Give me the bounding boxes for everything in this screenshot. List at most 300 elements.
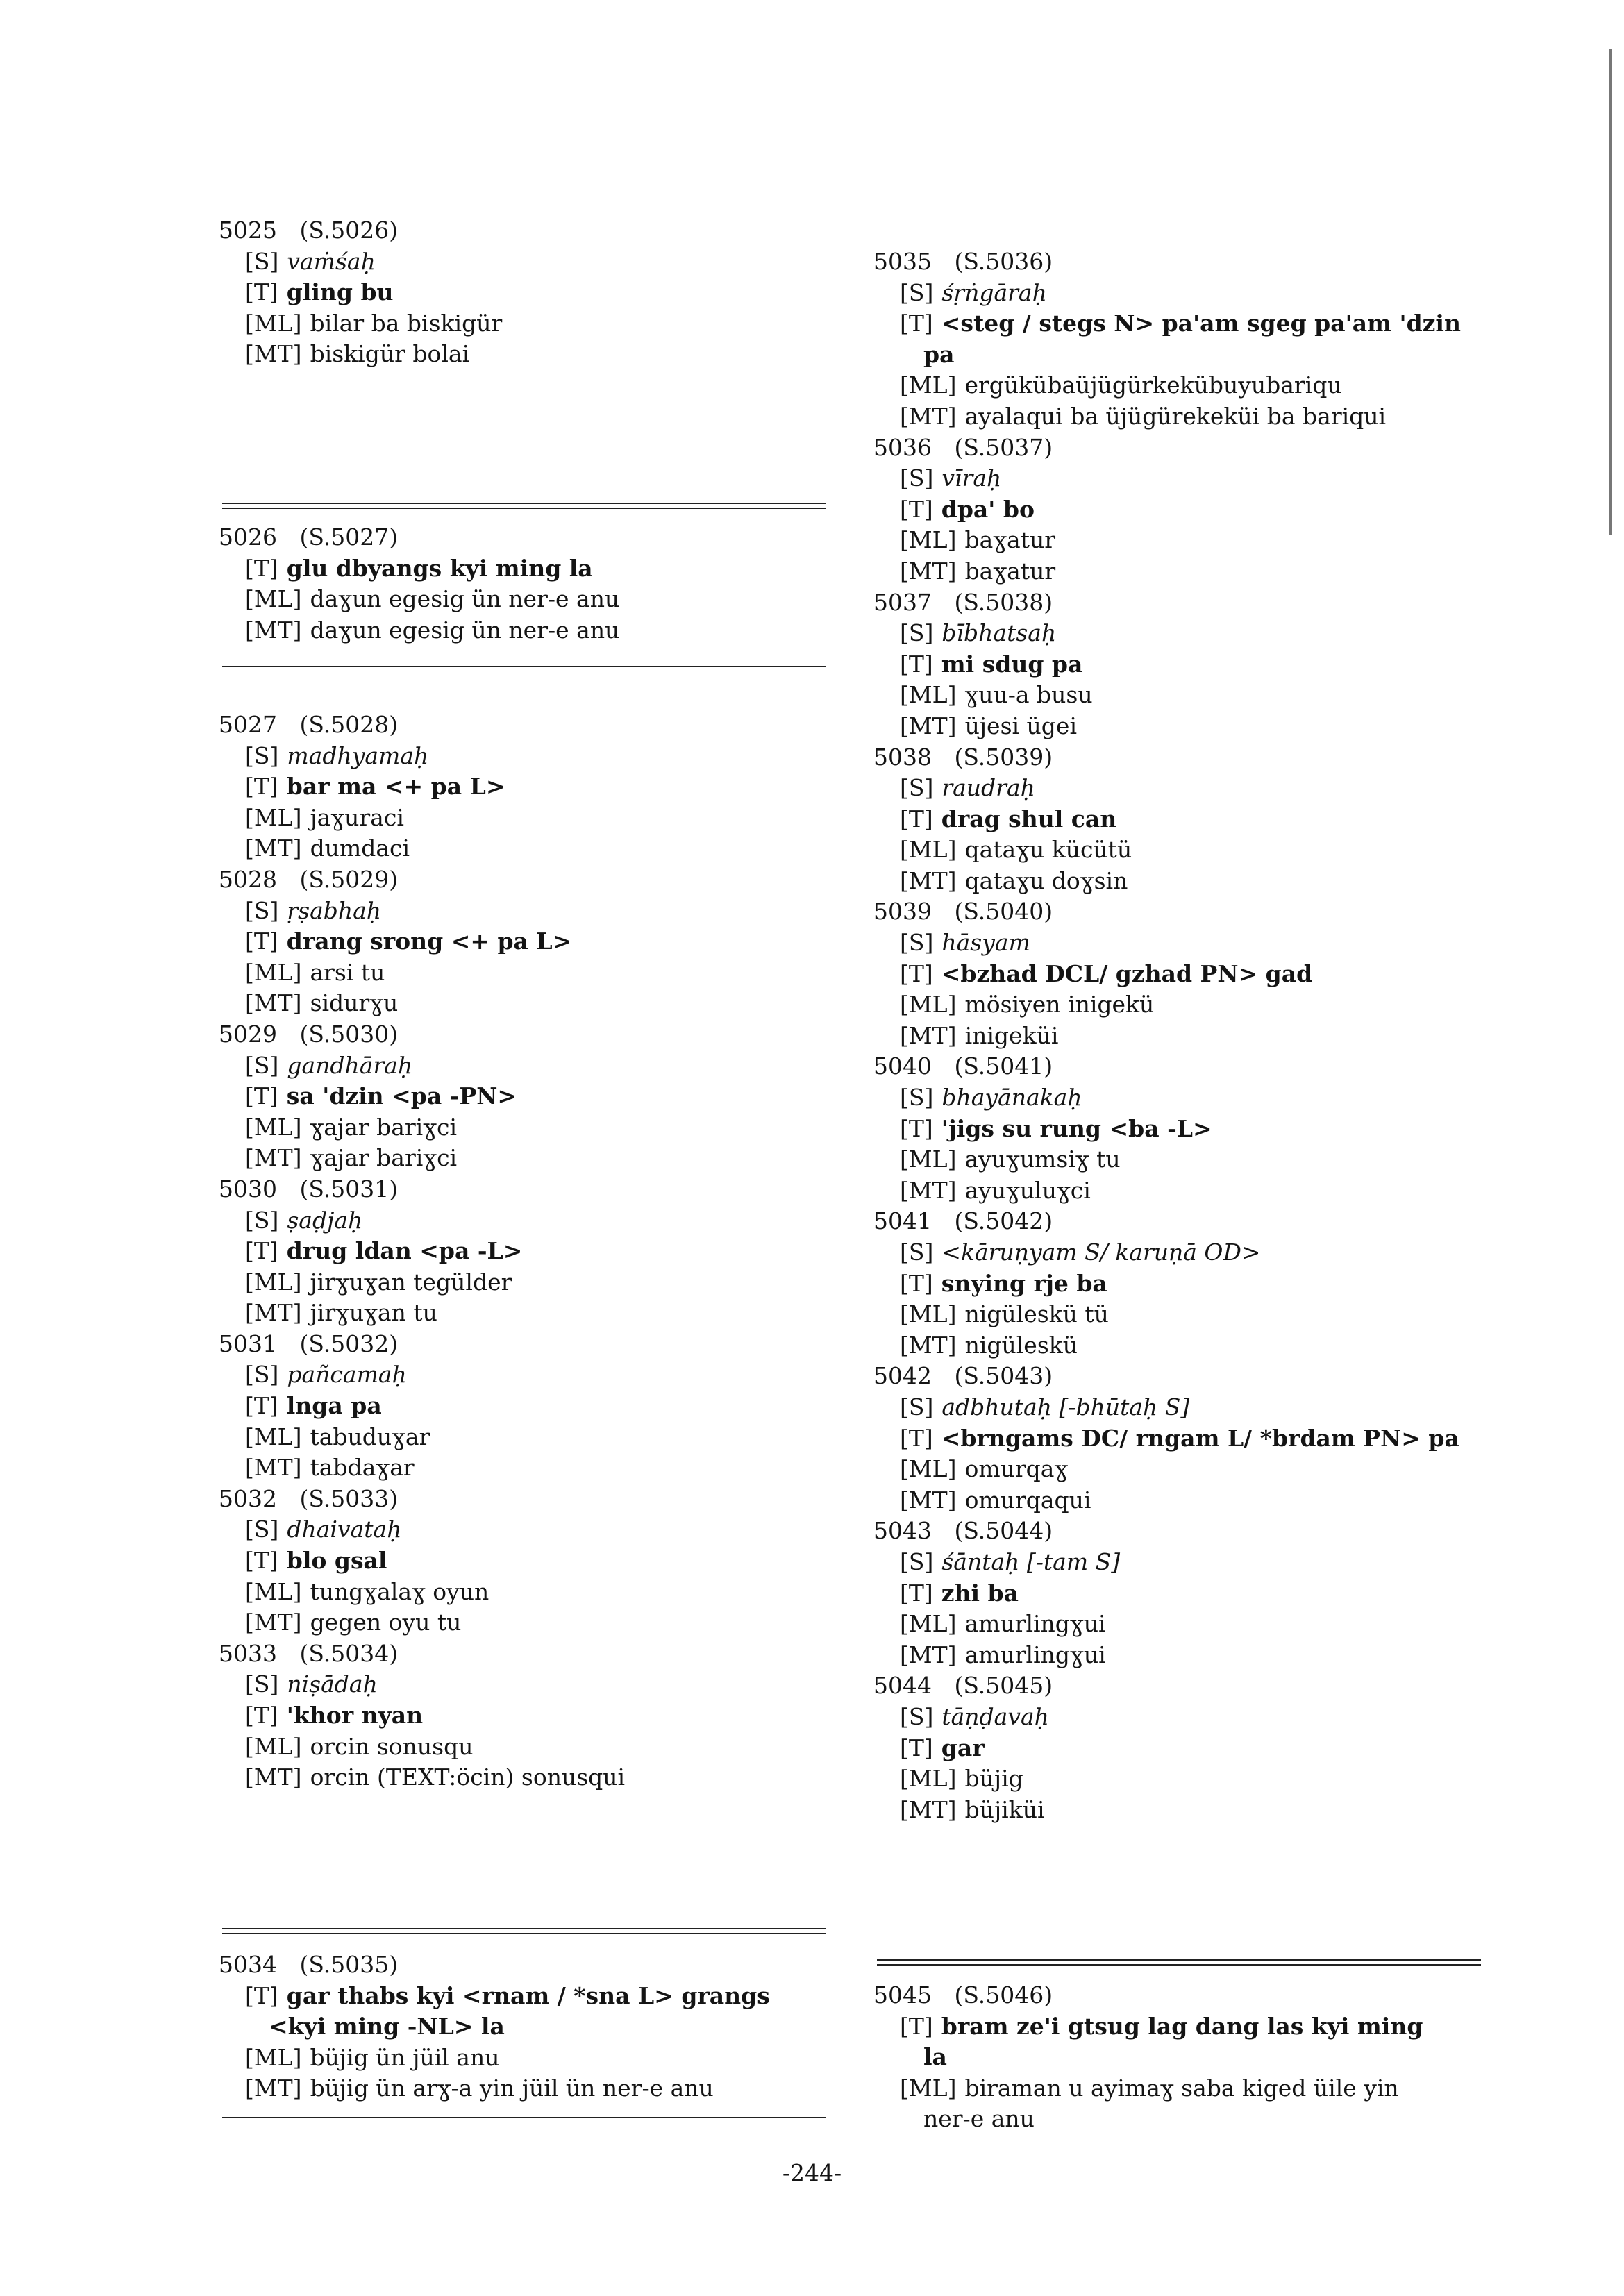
entry-field bbox=[219, 988, 830, 1019]
entry-field bbox=[873, 1640, 1484, 1671]
entry-field bbox=[219, 277, 830, 308]
entry-field bbox=[873, 463, 1484, 494]
entry-field bbox=[873, 804, 1484, 835]
field-tag: [MT] bbox=[245, 1299, 302, 1327]
entry-field bbox=[873, 1114, 1484, 1145]
field-value: büjig ün jüil anu bbox=[310, 2043, 500, 2071]
field-value: ner-e anu bbox=[923, 2105, 1035, 2133]
field-tag: [ML] bbox=[900, 681, 957, 709]
field-value: <kāruṇyam S/ karuṇā OD> bbox=[941, 1239, 1261, 1266]
entry-number: 5034 bbox=[219, 1951, 277, 1978]
entry-reference: (S.5026) bbox=[299, 217, 399, 244]
entry-field bbox=[873, 1330, 1484, 1361]
field-value: gegen oyu tu bbox=[310, 1609, 462, 1636]
field-value: nigüleskü tü bbox=[964, 1300, 1109, 1328]
field-value: gar bbox=[941, 1734, 985, 1761]
entry-field bbox=[219, 1700, 830, 1732]
field-tag: [S] bbox=[900, 929, 934, 957]
field-tag: [ML] bbox=[900, 2074, 957, 2102]
field-value: büjig ün arɣ-a yin jüil ün ner-e anu bbox=[310, 2075, 714, 2102]
field-value: vīraḥ bbox=[941, 464, 1002, 492]
entry-field bbox=[219, 584, 830, 615]
field-value: mösiyen inigekü bbox=[964, 991, 1155, 1019]
entry-field bbox=[873, 2042, 1484, 2073]
field-tag: [MT] bbox=[900, 866, 957, 894]
entry-heading bbox=[873, 1206, 1484, 1237]
field-tag: [S] bbox=[245, 1516, 279, 1543]
entry-field bbox=[873, 866, 1484, 897]
field-tag: [ML] bbox=[900, 1765, 957, 1793]
entry-field bbox=[219, 1359, 830, 1391]
field-value: dumdaci bbox=[310, 835, 410, 862]
entry-reference: (S.5030) bbox=[299, 1020, 399, 1048]
entry-number: 5030 bbox=[219, 1175, 277, 1203]
entry-field bbox=[219, 1577, 830, 1608]
field-tag: [T] bbox=[900, 1579, 933, 1607]
entry-heading bbox=[219, 215, 830, 246]
field-tag: [S] bbox=[245, 1361, 279, 1389]
scan-edge-mark bbox=[1609, 49, 1612, 535]
entry-field bbox=[219, 1205, 830, 1237]
entry-field bbox=[873, 2011, 1484, 2043]
entry-heading bbox=[873, 1361, 1484, 1392]
field-tag: [ML] bbox=[245, 1113, 302, 1141]
entry-field bbox=[873, 959, 1484, 990]
field-value: amurlingɣui bbox=[964, 1641, 1106, 1668]
field-value: ayuɣumsiɣ tu bbox=[964, 1146, 1121, 1173]
field-tag: [S] bbox=[245, 247, 279, 275]
field-value: bhayānakaḥ bbox=[941, 1084, 1082, 1112]
field-tag: [ML] bbox=[900, 836, 957, 864]
field-value: arsi tu bbox=[310, 958, 385, 986]
field-tag: [S] bbox=[900, 774, 934, 802]
field-tag: [MT] bbox=[900, 1641, 957, 1668]
entry-number: 5045 bbox=[873, 1981, 932, 2009]
entry-number: 5039 bbox=[873, 898, 932, 925]
field-value: biraman u ayimaɣ saba kiged üile yin bbox=[964, 2074, 1399, 2102]
field-value: nigüleskü bbox=[964, 1331, 1078, 1359]
field-value: üjesi ügei bbox=[964, 712, 1078, 739]
field-value: daɣun egesig ün ner-e anu bbox=[310, 585, 620, 613]
entry-number: 5025 bbox=[219, 217, 277, 244]
field-value: drag shul can bbox=[941, 805, 1117, 832]
entry-field bbox=[873, 1392, 1484, 1423]
entry-field bbox=[873, 618, 1484, 649]
entry-reference: (S.5043) bbox=[954, 1362, 1053, 1390]
field-tag: [T] bbox=[900, 1734, 933, 1761]
right-column-bottom bbox=[873, 1980, 1484, 2135]
entry-field bbox=[873, 2073, 1484, 2104]
field-value: <brngams DC/ rngam L/ *brdam PN> pa bbox=[941, 1424, 1459, 1452]
entry-field bbox=[219, 1452, 830, 1484]
field-tag: [T] bbox=[245, 773, 278, 801]
entry-reference: (S.5037) bbox=[954, 433, 1053, 461]
entry-field bbox=[219, 339, 830, 370]
entry-field bbox=[873, 989, 1484, 1021]
entry-reference: (S.5040) bbox=[954, 898, 1053, 925]
field-value: <steg / stegs N> pa'am sgeg pa'am 'dzin bbox=[941, 310, 1461, 337]
entry-field bbox=[873, 1702, 1484, 1733]
left-column-top bbox=[219, 215, 830, 370]
field-tag: [MT] bbox=[245, 835, 302, 862]
field-tag: [ML] bbox=[245, 309, 302, 337]
entry-reference: (S.5027) bbox=[299, 523, 399, 551]
field-value: drang srong <+ pa L> bbox=[286, 928, 572, 955]
left-column-main bbox=[219, 710, 830, 1793]
entry-field bbox=[219, 615, 830, 646]
entry-field bbox=[219, 1236, 830, 1267]
entry-number: 5042 bbox=[873, 1362, 932, 1390]
entry-field bbox=[219, 1981, 830, 2012]
field-value: zhi ba bbox=[941, 1579, 1019, 1607]
field-value: orcin (TEXT:öcin) sonusqui bbox=[310, 1763, 626, 1791]
entry-field bbox=[219, 926, 830, 957]
entry-field bbox=[219, 553, 830, 585]
entry-field bbox=[219, 1607, 830, 1639]
entry-number: 5035 bbox=[873, 248, 932, 275]
field-tag: [S] bbox=[245, 1051, 279, 1079]
entry-heading bbox=[219, 1639, 830, 1670]
field-value: omurqaɣ bbox=[964, 1455, 1069, 1483]
entry-field bbox=[219, 957, 830, 989]
entry-heading bbox=[873, 896, 1484, 928]
field-tag: [ML] bbox=[900, 1146, 957, 1173]
field-tag: [T] bbox=[900, 310, 933, 337]
section-rule bbox=[222, 2117, 826, 2118]
field-tag: [S] bbox=[900, 278, 934, 306]
field-tag: [ML] bbox=[245, 1577, 302, 1605]
field-tag: [MT] bbox=[245, 1609, 302, 1636]
entry-field bbox=[873, 340, 1484, 371]
entry-number: 5038 bbox=[873, 743, 932, 771]
entry-field bbox=[873, 1485, 1484, 1516]
entry-number: 5031 bbox=[219, 1330, 277, 1357]
entry-field bbox=[219, 803, 830, 834]
entry-field bbox=[219, 1267, 830, 1298]
entry-number: 5029 bbox=[219, 1020, 277, 1048]
entry-field bbox=[873, 928, 1484, 959]
field-tag: [ML] bbox=[900, 1610, 957, 1638]
field-tag: [ML] bbox=[900, 991, 957, 1019]
field-tag: [MT] bbox=[245, 616, 302, 644]
field-value: blo gsal bbox=[286, 1547, 387, 1575]
field-tag: [ML] bbox=[245, 1732, 302, 1760]
entry-field bbox=[873, 1082, 1484, 1114]
entry-field bbox=[219, 1514, 830, 1545]
field-value: <bzhad DCL/ gzhad PN> gad bbox=[941, 960, 1313, 987]
field-value: ɣajar bariɣci bbox=[310, 1113, 458, 1141]
field-tag: [T] bbox=[900, 495, 933, 523]
page-number: -244- bbox=[782, 2159, 842, 2186]
entry-field bbox=[219, 833, 830, 864]
field-value: glu dbyangs kyi ming la bbox=[286, 554, 593, 582]
entry-number: 5027 bbox=[219, 711, 277, 738]
field-tag: [ML] bbox=[900, 526, 957, 554]
field-tag: [ML] bbox=[245, 585, 302, 613]
field-value: orcin sonusqu bbox=[310, 1732, 474, 1760]
field-tag: [MT] bbox=[245, 1454, 302, 1482]
entry-reference: (S.5033) bbox=[299, 1484, 399, 1512]
field-tag: [MT] bbox=[900, 1795, 957, 1823]
entry-field bbox=[219, 1762, 830, 1793]
entry-number: 5040 bbox=[873, 1053, 932, 1080]
entry-field bbox=[219, 1143, 830, 1174]
entry-heading bbox=[873, 246, 1484, 278]
field-tag: [MT] bbox=[245, 2075, 302, 2102]
entry-reference: (S.5031) bbox=[299, 1175, 399, 1203]
entry-number: 5033 bbox=[219, 1639, 277, 1667]
entry-field bbox=[873, 1144, 1484, 1175]
field-value: tungɣalaɣ oyun bbox=[310, 1577, 489, 1605]
entry-field bbox=[873, 1547, 1484, 1578]
field-value: bībhatsaḥ bbox=[941, 619, 1057, 647]
entry-field bbox=[873, 1795, 1484, 1826]
field-value: jirɣuɣan tegülder bbox=[310, 1268, 512, 1296]
section-rule bbox=[222, 503, 826, 509]
entry-reference: (S.5038) bbox=[954, 588, 1053, 616]
entry-field bbox=[873, 2104, 1484, 2135]
entry-field bbox=[219, 1298, 830, 1329]
entry-heading bbox=[219, 1174, 830, 1205]
field-value: gandhāraḥ bbox=[287, 1051, 413, 1079]
field-tag: [S] bbox=[900, 464, 934, 492]
field-value: tabdaɣar bbox=[310, 1454, 415, 1482]
entry-number: 5044 bbox=[873, 1672, 932, 1700]
right-column-main bbox=[873, 246, 1484, 1825]
section-rule bbox=[222, 1928, 826, 1934]
entry-heading bbox=[219, 522, 830, 553]
field-value: ayalaqui ba üjügürekeküi ba bariqui bbox=[964, 402, 1387, 430]
entry-field bbox=[219, 1391, 830, 1422]
field-tag: [S] bbox=[900, 1548, 934, 1575]
field-value: bar ma <+ pa L> bbox=[286, 773, 505, 801]
entry-field bbox=[873, 370, 1484, 401]
field-tag: [MT] bbox=[245, 989, 302, 1017]
entry-field bbox=[219, 308, 830, 340]
entry-field bbox=[873, 1609, 1484, 1640]
entry-reference: (S.5034) bbox=[299, 1639, 399, 1667]
entry-field bbox=[219, 1081, 830, 1112]
entry-reference: (S.5035) bbox=[299, 1951, 399, 1978]
entry-reference: (S.5042) bbox=[954, 1207, 1053, 1235]
field-value: vaṁśaḥ bbox=[287, 247, 376, 275]
entry-field bbox=[219, 771, 830, 803]
entry-heading bbox=[219, 1484, 830, 1515]
entry-reference: (S.5044) bbox=[954, 1517, 1053, 1545]
field-tag: [T] bbox=[900, 960, 933, 987]
field-value: <kyi ming -NL> la bbox=[269, 2013, 505, 2041]
field-tag: [MT] bbox=[900, 1176, 957, 1204]
entry-field bbox=[219, 1669, 830, 1700]
field-value: qataɣu doɣsin bbox=[964, 866, 1128, 894]
field-value: dhaivataḥ bbox=[287, 1516, 402, 1543]
field-value: büjig bbox=[964, 1765, 1023, 1793]
field-value: mi sdug pa bbox=[941, 650, 1083, 678]
entry-field bbox=[219, 1112, 830, 1143]
field-tag: [ML] bbox=[245, 958, 302, 986]
entry-reference: (S.5029) bbox=[299, 865, 399, 893]
field-value: bram ze'i gtsug lag dang las kyi ming bbox=[941, 2012, 1423, 2040]
entry-number: 5043 bbox=[873, 1517, 932, 1545]
field-value: ɣajar bariɣci bbox=[310, 1144, 458, 1172]
field-value: madhyamaḥ bbox=[287, 741, 429, 769]
field-tag: [T] bbox=[245, 278, 278, 306]
entry-field bbox=[219, 1732, 830, 1763]
field-tag: [T] bbox=[245, 1981, 278, 2009]
field-value: gling bu bbox=[286, 278, 394, 306]
field-tag: [T] bbox=[900, 1424, 933, 1452]
section-rule bbox=[222, 666, 826, 667]
field-value: jirɣuɣan tu bbox=[310, 1299, 437, 1327]
field-value: 'jigs su rung <ba -L> bbox=[941, 1114, 1212, 1142]
field-value: gar thabs kyi <rnam / *sna L> grangs bbox=[286, 1981, 770, 2009]
entry-field bbox=[873, 1733, 1484, 1764]
field-value: inigeküi bbox=[964, 1021, 1059, 1049]
entry-field bbox=[219, 1050, 830, 1082]
field-tag: [T] bbox=[245, 1237, 278, 1265]
entry-field bbox=[873, 1578, 1484, 1609]
entry-heading bbox=[873, 1670, 1484, 1702]
field-value: drug ldan <pa -L> bbox=[286, 1237, 523, 1265]
field-value: jaɣuraci bbox=[310, 803, 404, 831]
field-tag: [ML] bbox=[245, 1423, 302, 1450]
field-tag: [MT] bbox=[900, 1331, 957, 1359]
entry-field bbox=[219, 2073, 830, 2104]
entry-reference: (S.5045) bbox=[954, 1672, 1053, 1700]
field-value: ṛṣabhaḥ bbox=[287, 896, 382, 924]
field-tag: [MT] bbox=[900, 1486, 957, 1514]
entry-field bbox=[219, 1422, 830, 1453]
entry-heading bbox=[219, 1019, 830, 1050]
entry-field bbox=[873, 1021, 1484, 1052]
field-tag: [S] bbox=[900, 619, 934, 647]
field-tag: [T] bbox=[900, 2012, 933, 2040]
entry-heading bbox=[219, 864, 830, 896]
entry-field bbox=[873, 308, 1484, 340]
field-tag: [T] bbox=[245, 1082, 278, 1110]
field-tag: [ML] bbox=[900, 371, 957, 399]
field-value: pa bbox=[923, 340, 955, 368]
field-tag: [T] bbox=[900, 1114, 933, 1142]
field-tag: [T] bbox=[245, 1547, 278, 1575]
field-value: baɣatur bbox=[964, 526, 1055, 554]
field-value: pañcamaḥ bbox=[287, 1361, 407, 1389]
field-value: hāsyam bbox=[941, 929, 1030, 957]
field-tag: [T] bbox=[245, 928, 278, 955]
entry-field bbox=[873, 1423, 1484, 1455]
field-tag: [S] bbox=[245, 1206, 279, 1234]
entry-number: 5037 bbox=[873, 588, 932, 616]
field-value: 'khor nyan bbox=[286, 1702, 424, 1729]
entry-field bbox=[873, 401, 1484, 433]
field-value: raudraḥ bbox=[941, 774, 1035, 802]
field-tag: [ML] bbox=[900, 1455, 957, 1483]
field-tag: [MT] bbox=[900, 557, 957, 585]
field-tag: [MT] bbox=[245, 1144, 302, 1172]
field-tag: [MT] bbox=[245, 1763, 302, 1791]
entry-reference: (S.5046) bbox=[954, 1981, 1053, 2009]
entry-heading bbox=[873, 433, 1484, 464]
field-tag: [S] bbox=[245, 1670, 279, 1698]
field-value: qataɣu kücütü bbox=[964, 836, 1132, 864]
entry-field bbox=[873, 1299, 1484, 1330]
entry-reference: (S.5028) bbox=[299, 711, 399, 738]
entry-number: 5032 bbox=[219, 1484, 277, 1512]
entry-field bbox=[219, 1545, 830, 1577]
entry-reference: (S.5039) bbox=[954, 743, 1053, 771]
field-value: baɣatur bbox=[964, 557, 1056, 585]
field-tag: [ML] bbox=[245, 2043, 302, 2071]
field-value: büjiküi bbox=[964, 1795, 1045, 1823]
entry-heading bbox=[873, 587, 1484, 619]
field-value: ṣaḍjaḥ bbox=[287, 1206, 363, 1234]
field-value: śāntaḥ [-tam S] bbox=[941, 1548, 1121, 1575]
entry-field bbox=[873, 711, 1484, 742]
entry-field bbox=[873, 278, 1484, 309]
entry-field bbox=[219, 2043, 830, 2074]
field-tag: [MT] bbox=[900, 712, 957, 739]
entry-field bbox=[873, 649, 1484, 680]
field-tag: [S] bbox=[900, 1702, 934, 1730]
entry-field bbox=[219, 246, 830, 278]
entry-heading bbox=[873, 1980, 1484, 2011]
entry-heading bbox=[873, 1516, 1484, 1547]
entry-number: 5028 bbox=[219, 865, 277, 893]
entry-heading bbox=[873, 742, 1484, 773]
entry-field bbox=[873, 1268, 1484, 1300]
entry-field bbox=[873, 1763, 1484, 1795]
entry-field bbox=[873, 1454, 1484, 1485]
entry-field bbox=[873, 1175, 1484, 1207]
field-tag: [MT] bbox=[900, 1021, 957, 1049]
entry-heading bbox=[873, 1051, 1484, 1082]
field-tag: [T] bbox=[900, 805, 933, 832]
field-tag: [T] bbox=[245, 554, 278, 582]
field-tag: [ML] bbox=[900, 1300, 957, 1328]
field-value: niṣādaḥ bbox=[287, 1670, 378, 1698]
field-tag: [MT] bbox=[900, 402, 957, 430]
field-value: sidurɣu bbox=[310, 989, 399, 1017]
entry-number: 5026 bbox=[219, 523, 277, 551]
field-value: adbhutaḥ [-bhūtaḥ S] bbox=[941, 1393, 1190, 1421]
entry-heading bbox=[219, 1329, 830, 1360]
field-value: dpa' bo bbox=[941, 495, 1035, 523]
field-value: śṛṅgāraḥ bbox=[941, 278, 1047, 306]
entry-number: 5041 bbox=[873, 1207, 932, 1235]
field-value: amurlingɣui bbox=[964, 1610, 1106, 1638]
field-tag: [T] bbox=[900, 1269, 933, 1297]
field-value: bilar ba biskigür bbox=[310, 309, 503, 337]
field-tag: [ML] bbox=[245, 803, 302, 831]
entry-field bbox=[219, 2011, 830, 2043]
field-value: omurqaqui bbox=[964, 1486, 1091, 1514]
entry-field bbox=[873, 680, 1484, 711]
field-value: sa 'dzin <pa -PN> bbox=[286, 1082, 517, 1110]
entry-field bbox=[873, 525, 1484, 556]
field-value: tabuduɣar bbox=[310, 1423, 430, 1450]
field-tag: [S] bbox=[245, 741, 279, 769]
field-value: snying rje ba bbox=[941, 1269, 1107, 1297]
field-value: lnga pa bbox=[286, 1392, 382, 1420]
field-value: ɣuu-a busu bbox=[964, 681, 1093, 709]
entry-heading bbox=[219, 710, 830, 741]
field-tag: [MT] bbox=[245, 340, 302, 368]
field-tag: [S] bbox=[900, 1393, 934, 1421]
field-tag: [T] bbox=[245, 1702, 278, 1729]
entry-reference: (S.5036) bbox=[954, 248, 1053, 275]
entry-field bbox=[873, 494, 1484, 526]
field-value: tāṇḍavaḥ bbox=[941, 1702, 1049, 1730]
